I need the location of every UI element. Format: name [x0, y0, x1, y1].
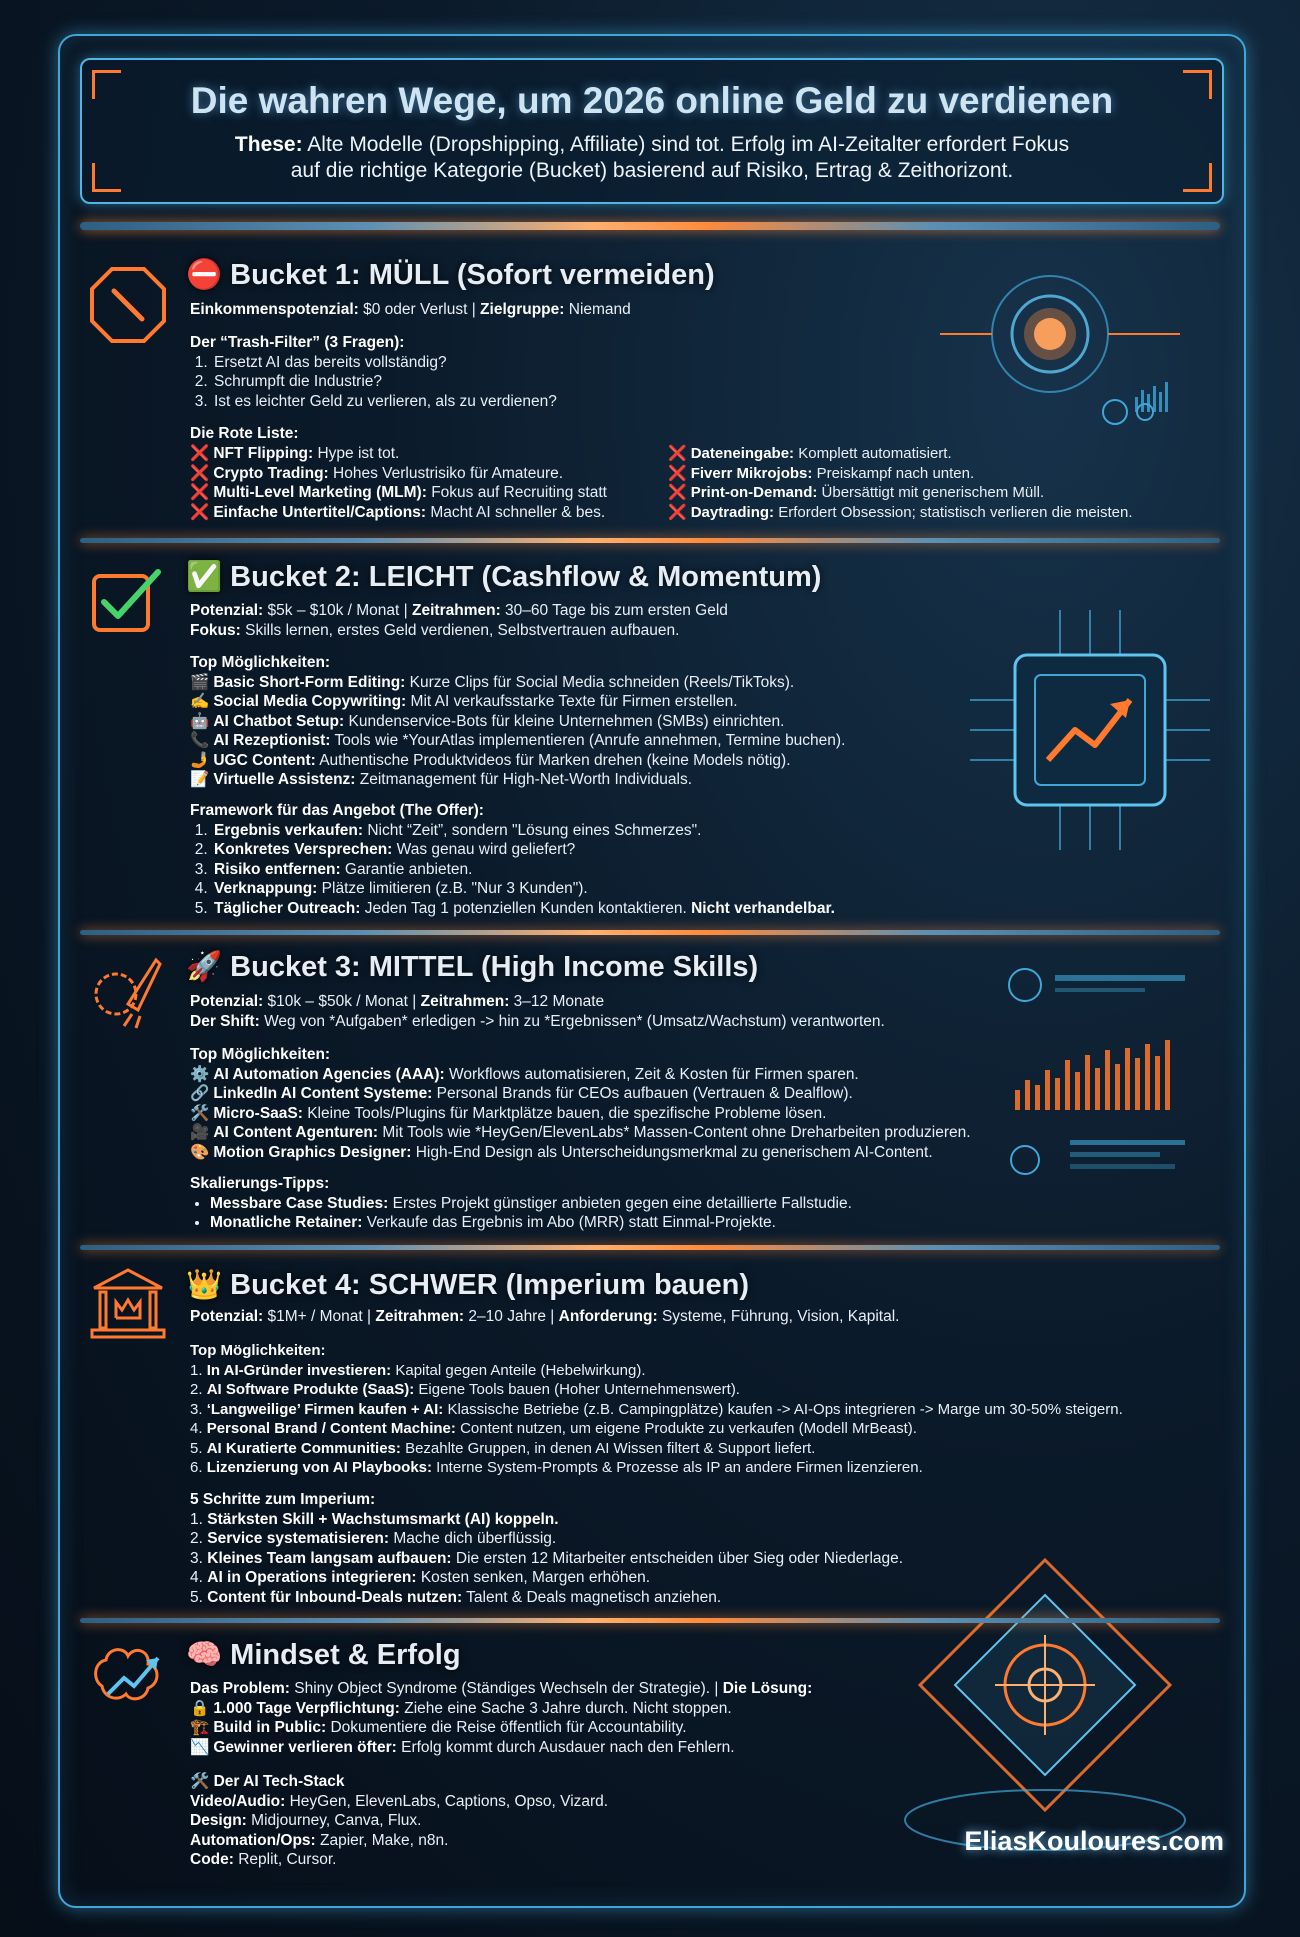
- item-key: Social Media Copywriting:: [213, 693, 407, 710]
- item-key: AI Kuratierte Communities:: [206, 1439, 401, 1457]
- bucket1-income-label: Einkommenspotenzial:: [190, 301, 359, 318]
- item-key: Multi-Level Marketing (MLM):: [213, 484, 427, 501]
- thesis-line-1: Alte Modelle (Dropshipping, Affiliate) sind tot. Erfolg im AI-Zeitalter erfordert Fokus: [307, 133, 1070, 156]
- item-value: Kosten senken, Margen erhöhen.: [420, 1569, 651, 1586]
- bucket3-potential-line: [190, 992, 885, 1031]
- bank-crown-icon: [88, 1264, 168, 1344]
- item-value: Zapier, Make, n8n.: [320, 1831, 449, 1849]
- item-key: Micro-SaaS:: [213, 1104, 303, 1122]
- item-value: Eigene Tools bauen (Hoher Unternehmenswert).: [418, 1381, 740, 1398]
- bucket4-steps: [190, 1490, 950, 1607]
- list-item: 1. Ersetzt AI das bereits vollständig?: [212, 353, 557, 373]
- potential-value: $1M+ / Monat: [267, 1308, 363, 1325]
- item-value: Authentische Produktvideos für Marken drehen (keine Models nötig).: [319, 751, 791, 769]
- list-item: [212, 899, 950, 919]
- red-x-icon: ❌: [190, 464, 210, 482]
- list-item: [190, 770, 950, 790]
- gear-icon: ⚙️: [190, 1065, 210, 1083]
- list-item: [190, 1699, 950, 1719]
- item-value: Bezahlte Gruppen, in denen AI Wissen filtert & Support liefert.: [405, 1439, 816, 1457]
- time-value: 2–10 Jahre: [468, 1308, 546, 1325]
- divider-bar: [80, 1618, 1220, 1623]
- solution-label: Die Lösung:: [722, 1680, 813, 1697]
- mindset-title: 🧠 Mindset & Erfolg: [186, 1639, 461, 1671]
- lock-icon: 🔒: [190, 1699, 210, 1717]
- bucket1-target-value: Niemand: [568, 301, 631, 318]
- item-number: 1.: [190, 1510, 203, 1528]
- item-key: Täglicher Outreach:: [214, 899, 361, 917]
- item-value: Klassische Betriebe (z.B. Campingplätze) kaufen -> AI-Ops integrieren -> Marge um 30-50% steigern.: [447, 1400, 1123, 1418]
- item-value: Fokus auf Recruiting statt: [431, 484, 607, 501]
- phone-icon: 📞: [190, 732, 210, 749]
- list-item: [190, 1718, 950, 1738]
- item-key: ‘Langweilige’ Firmen kaufen + AI:: [206, 1400, 444, 1418]
- item-key: Crypto Trading:: [213, 464, 329, 482]
- item-key: Daytrading:: [690, 503, 775, 521]
- item-key: Verknappung:: [214, 880, 318, 897]
- item-value: Was genau wird geliefert?: [396, 841, 576, 858]
- item-value: HeyGen, ElevenLabs, Captions, Opso, Vizard.: [289, 1792, 609, 1810]
- list-item: [190, 1850, 890, 1870]
- item-key: Kleines Team langsam aufbauen:: [207, 1549, 452, 1567]
- list-item: [210, 1194, 1050, 1214]
- item-value: Dokumentiere die Reise öffentlich für Accountability.: [330, 1719, 687, 1736]
- item-number: 5.: [190, 1439, 203, 1457]
- bucket3-top-list: [190, 1045, 1050, 1162]
- bucket1-income-value: $0 oder Verlust: [363, 301, 468, 318]
- potential-value: $10k – $50k / Monat: [267, 993, 408, 1010]
- selfie-icon: 🤳: [190, 751, 210, 769]
- red-list-left: [190, 444, 660, 522]
- watermark: EliasKouloures.com: [964, 1826, 1224, 1856]
- item-value: Kleine Tools/Plugins für Marktplätze bauen, die spezifische Probleme lösen.: [307, 1104, 827, 1122]
- no-entry-octagon-icon: [88, 265, 168, 345]
- list-item: [190, 1439, 1220, 1459]
- item-value: Übersättigt mit generischem Müll.: [821, 484, 1045, 501]
- item-value: Macht AI schneller & bes.: [430, 503, 606, 521]
- item-number: 2.: [190, 1530, 203, 1547]
- corner-bracket-icon: [92, 163, 121, 192]
- focus-label: Fokus:: [190, 621, 241, 639]
- item-value: Mache dich überflüssig.: [393, 1530, 557, 1547]
- item-key: LinkedIn AI Content Systeme:: [213, 1085, 433, 1102]
- bucket1-filter-title: Der “Trash-Filter” (3 Fragen):: [190, 334, 405, 351]
- tech-circle-decoration-icon: [940, 262, 1200, 462]
- brain-trend-icon: [88, 1636, 168, 1716]
- item-key: Motion Graphics Designer:: [213, 1143, 412, 1161]
- chip-trend-decoration-icon: [960, 600, 1220, 860]
- item-key: Code:: [190, 1851, 234, 1868]
- item-key: Content für Inbound-Deals nutzen:: [207, 1588, 463, 1606]
- item-key: In AI-Gründer investieren:: [206, 1361, 392, 1379]
- bucket4-potential-line: [190, 1307, 899, 1327]
- red-x-icon: ❌: [190, 445, 210, 462]
- corner-bracket-icon: [1183, 163, 1212, 192]
- item-value: Mit Tools wie *HeyGen/ElevenLabs* Massen-Content ohne Dreharbeiten produzieren.: [382, 1124, 971, 1141]
- item-number: 1.: [190, 1361, 203, 1379]
- item-key: Messbare Case Studies:: [210, 1194, 389, 1212]
- potential-label: Potenzial:: [190, 993, 264, 1010]
- item-value: High-End Design als Unterscheidungsmerkmal zu generischem AI-Content.: [415, 1143, 933, 1161]
- list-item: [190, 1419, 1220, 1439]
- list-item: [190, 1084, 1050, 1104]
- bucket4-top-list: [190, 1341, 1220, 1478]
- list-item: [190, 1738, 950, 1758]
- list-item: [190, 464, 660, 484]
- list-item: [190, 1123, 1050, 1143]
- item-key: Monatliche Retainer:: [210, 1214, 363, 1231]
- item-key: Dateneingabe:: [690, 445, 795, 462]
- item-key: AI Software Produkte (SaaS):: [206, 1381, 415, 1398]
- red-list-right: [668, 444, 1213, 522]
- list-item: [190, 1831, 890, 1851]
- item-value: Mit AI verkaufsstarke Texte für Firmen erstellen.: [410, 693, 738, 710]
- list-item: [190, 503, 660, 523]
- red-x-icon: ❌: [190, 484, 210, 501]
- list-item: [210, 1213, 1050, 1233]
- list-item: [190, 1380, 1220, 1400]
- list-item: [190, 1143, 1050, 1163]
- list-item: [190, 692, 950, 712]
- list-item: [190, 731, 950, 751]
- chart-down-icon: 📉: [190, 1738, 210, 1756]
- item-value: Ziehe eine Sache 3 Jahre durch. Nicht stoppen.: [404, 1699, 732, 1717]
- bucket1-title: ⛔ Bucket 1: MÜLL (Sofort vermeiden): [186, 259, 715, 291]
- separator: |: [367, 1308, 372, 1325]
- list-item: 2. Schrumpft die Industrie?: [212, 372, 557, 392]
- item-key: Gewinner verlieren öfter:: [213, 1738, 397, 1756]
- time-label: Zeitrahmen:: [375, 1308, 465, 1325]
- item-value: Content nutzen, um eigene Produkte zu verkaufen (Modell MrBeast).: [460, 1420, 917, 1437]
- clapper-icon: 🎬: [190, 673, 210, 691]
- steps-title: 5 Schritte zum Imperium:: [190, 1491, 376, 1508]
- problem-label: Das Problem:: [190, 1680, 290, 1697]
- item-key: AI Content Agenturen:: [213, 1124, 379, 1141]
- item-value: Nicht “Zeit”, sondern "Lösung eines Schmerzes".: [367, 821, 702, 839]
- item-key: Fiverr Mikrojobs:: [690, 464, 813, 482]
- bucket1-red-list-title: [190, 424, 299, 444]
- separator: |: [550, 1308, 555, 1325]
- header-panel: [80, 58, 1224, 204]
- thesis: [122, 132, 1182, 184]
- separator: |: [471, 301, 476, 318]
- bucket2-potential-line: [190, 601, 728, 640]
- list-item: [190, 1400, 1220, 1420]
- item-value: Komplett automatisiert.: [798, 445, 952, 462]
- item-value: Replit, Cursor.: [238, 1851, 337, 1868]
- bucket2-offer: [190, 801, 950, 918]
- red-x-icon: ❌: [668, 484, 687, 501]
- list-item: [190, 1529, 950, 1549]
- item-value: Jeden Tag 1 potenziellen Kunden kontaktieren.: [364, 899, 687, 917]
- list-item: [190, 1568, 950, 1588]
- check-box-arrow-icon: [88, 562, 168, 642]
- item-key: Risiko entfernen:: [214, 860, 341, 878]
- problem-value: Shiny Object Syndrome (Ständiges Wechseln der Strategie).: [294, 1680, 711, 1697]
- linkedin-icon: 🔗: [190, 1085, 210, 1102]
- item-key: Print-on-Demand:: [690, 484, 818, 501]
- separator: |: [403, 602, 408, 619]
- bucket3-scale: [190, 1174, 1050, 1233]
- item-key: 1.000 Tage Verpflichtung:: [213, 1699, 400, 1717]
- thesis-label: These:: [234, 133, 303, 156]
- item-key: Automation/Ops:: [190, 1831, 316, 1849]
- list-item: [190, 483, 660, 503]
- red-x-icon: ❌: [190, 503, 210, 521]
- bucket2-top-list: [190, 653, 950, 790]
- bucket2-title: ✅ Bucket 2: LEICHT (Cashflow & Momentum): [186, 561, 822, 593]
- thesis-line-2: auf die richtige Kategorie (Bucket) basierend auf Risiko, Ertrag & Zeithorizont.: [290, 159, 1014, 182]
- page-title: Die wahren Wege, um 2026 online Geld zu verdienen: [190, 80, 1114, 121]
- item-key: Personal Brand / Content Machine:: [206, 1420, 456, 1437]
- item-key: Lizenzierung von AI Playbooks:: [206, 1459, 432, 1476]
- top-title: Top Möglichkeiten:: [190, 1342, 326, 1359]
- bucket1-target-label: Zielgruppe:: [480, 301, 565, 318]
- mindset-problem-line: [190, 1679, 950, 1757]
- item-key: UGC Content:: [213, 751, 316, 769]
- divider-bar: [80, 538, 1220, 543]
- item-number: 3.: [190, 1400, 203, 1418]
- red-x-icon: ❌: [668, 503, 687, 521]
- time-label: Zeitrahmen:: [420, 993, 510, 1010]
- time-label: Zeitrahmen:: [412, 602, 501, 619]
- stack-title: 🛠️ Der AI Tech-Stack: [190, 1773, 345, 1790]
- list-item: [668, 444, 1213, 464]
- list-item: [668, 464, 1213, 484]
- item-value: Kapital gegen Anteile (Hebelwirkung).: [395, 1361, 646, 1379]
- list-item: [190, 1811, 890, 1831]
- item-key: Konkretes Versprechen:: [214, 841, 393, 858]
- separator: |: [412, 993, 417, 1010]
- item-value: Personal Brands für CEOs aufbauen (Vertrauen & Dealflow).: [436, 1085, 853, 1102]
- item-number: 4.: [190, 1420, 203, 1437]
- list-item: [190, 712, 950, 732]
- list-item: [212, 879, 950, 899]
- time-value: 30–60 Tage bis zum ersten Geld: [505, 602, 728, 619]
- list-item: [190, 1458, 1220, 1478]
- divider-bar: [80, 930, 1220, 935]
- item-key: Video/Audio:: [190, 1792, 286, 1810]
- top-title: Top Möglichkeiten:: [190, 1046, 331, 1063]
- list-item: [668, 503, 1213, 523]
- item-value: Kundenservice-Bots für kleine Unternehmen (SMBs) einrichten.: [348, 712, 785, 730]
- item-value: Midjourney, Canva, Flux.: [251, 1812, 422, 1829]
- item-key: Stärksten Skill + Wachstumsmarkt (AI) koppeln.: [207, 1510, 559, 1528]
- item-value: Die ersten 12 Mitarbeiter entscheiden über Sieg oder Niederlage.: [455, 1549, 904, 1567]
- item-key: Ergebnis verkaufen:: [214, 821, 364, 839]
- list-item: [190, 1065, 1050, 1085]
- list-item: [190, 1104, 1050, 1124]
- item-number: 3.: [190, 1549, 203, 1567]
- bucket1-filter: [190, 333, 557, 411]
- item-key: Virtuelle Assistenz:: [213, 771, 356, 788]
- item-value: Plätze limitieren (z.B. "Nur 3 Kunden").: [321, 880, 588, 897]
- shift-value: Weg von *Aufgaben* erledigen -> hin zu *Ergebnissen* (Umsatz/Wachstum) verantworten.: [264, 1012, 885, 1030]
- tools-icon: 🛠️: [190, 1104, 210, 1122]
- requirement-value: Systeme, Führung, Vision, Kapital.: [661, 1308, 900, 1325]
- item-emphasis: Nicht verhandelbar.: [691, 899, 835, 917]
- item-number: 6.: [190, 1459, 203, 1476]
- shift-label: Der Shift:: [190, 1012, 260, 1030]
- scale-title: Skalierungs-Tipps:: [190, 1175, 330, 1192]
- list-item: [190, 444, 660, 464]
- item-value: Hohes Verlustrisiko für Amateure.: [333, 464, 564, 482]
- item-key: AI in Operations integrieren:: [207, 1569, 417, 1586]
- separator: |: [714, 1680, 719, 1697]
- list-item: [190, 1510, 950, 1530]
- offer-title: Framework für das Angebot (The Offer):: [190, 802, 484, 819]
- palette-icon: 🎨: [190, 1143, 210, 1161]
- item-key: NFT Flipping:: [213, 445, 314, 462]
- time-value: 3–12 Monate: [513, 993, 605, 1010]
- list-item: [190, 1361, 1220, 1381]
- item-value: Tools wie *YourAtlas implementieren (Anrufe annehmen, Termine buchen).: [334, 732, 846, 749]
- item-key: Service systematisieren:: [207, 1530, 390, 1547]
- item-key: Design:: [190, 1812, 247, 1829]
- top-title: Top Möglichkeiten:: [190, 654, 331, 671]
- item-value: Workflows automatisieren, Zeit & Kosten für Firmen sparen.: [448, 1065, 859, 1083]
- item-key: Einfache Untertitel/Captions:: [213, 503, 427, 521]
- red-x-icon: ❌: [668, 445, 687, 462]
- robot-icon: 🤖: [190, 712, 210, 730]
- divider-bar: [80, 1245, 1220, 1250]
- item-number: 5.: [190, 1588, 203, 1606]
- list-item: [668, 483, 1213, 503]
- red-list-title: Die Rote Liste:: [190, 425, 299, 442]
- divider-bar: [80, 222, 1220, 230]
- bucket3-title: 🚀 Bucket 3: MITTEL (High Income Skills): [186, 951, 759, 983]
- list-item: [190, 1549, 950, 1569]
- focus-value: Skills lernen, erstes Geld verdienen, Selbstvertrauen aufbauen.: [245, 621, 680, 639]
- item-value: Interne System-Prompts & Prozesse als IP an andere Firmen lizenzieren.: [436, 1459, 923, 1476]
- list-item: 3. Ist es leichter Geld zu verlieren, als zu verdienen?: [212, 392, 557, 412]
- item-key: AI Rezeptionist:: [213, 732, 331, 749]
- list-item: [212, 860, 950, 880]
- item-key: Build in Public:: [213, 1719, 327, 1736]
- item-value: Erfolg kommt durch Ausdauer nach den Fehlern.: [401, 1738, 735, 1756]
- memo-icon: 📝: [190, 771, 210, 788]
- list-item: [190, 673, 950, 693]
- item-value: Erfordert Obsession; statistisch verlieren die meisten.: [778, 503, 1133, 521]
- item-key: AI Automation Agencies (AAA):: [213, 1065, 445, 1083]
- red-x-icon: ❌: [668, 464, 687, 482]
- list-item: [212, 821, 950, 841]
- list-item: [190, 1588, 950, 1608]
- item-key: AI Chatbot Setup:: [213, 712, 345, 730]
- rocket-gear-icon: [88, 952, 168, 1032]
- item-value: Hype ist tot.: [317, 445, 400, 462]
- item-value: Garantie anbieten.: [344, 860, 473, 878]
- camera-icon: 🎥: [190, 1124, 210, 1141]
- list-item: [190, 751, 950, 771]
- writing-hand-icon: ✍️: [190, 693, 210, 710]
- item-value: Erstes Projekt günstiger anbieten gegen eine detaillierte Fallstudie.: [392, 1194, 852, 1212]
- item-key: Basic Short-Form Editing:: [213, 673, 406, 691]
- item-value: Verkaufe das Ergebnis im Abo (MRR) statt Einmal-Projekte.: [366, 1214, 776, 1231]
- item-value: Preiskampf nach unten.: [816, 464, 975, 482]
- list-item: [212, 840, 950, 860]
- construction-icon: 🏗️: [190, 1719, 210, 1736]
- potential-value: $5k – $10k / Monat: [267, 602, 400, 619]
- potential-label: Potenzial:: [190, 602, 264, 619]
- item-value: Kurze Clips für Social Media schneiden (Reels/TikToks).: [409, 673, 795, 691]
- requirement-label: Anforderung:: [558, 1308, 658, 1325]
- item-value: Talent & Deals magnetisch anziehen.: [466, 1588, 722, 1606]
- list-item: [190, 1792, 890, 1812]
- item-number: 2.: [190, 1381, 203, 1398]
- tech-stack: [190, 1772, 890, 1870]
- bucket1-income-line: [190, 300, 631, 320]
- bucket4-title: 👑 Bucket 4: SCHWER (Imperium bauen): [186, 1269, 750, 1301]
- item-value: Zeitmanagement für High-Net-Worth Individuals.: [359, 771, 693, 788]
- potential-label: Potenzial:: [190, 1308, 264, 1325]
- item-number: 4.: [190, 1569, 203, 1586]
